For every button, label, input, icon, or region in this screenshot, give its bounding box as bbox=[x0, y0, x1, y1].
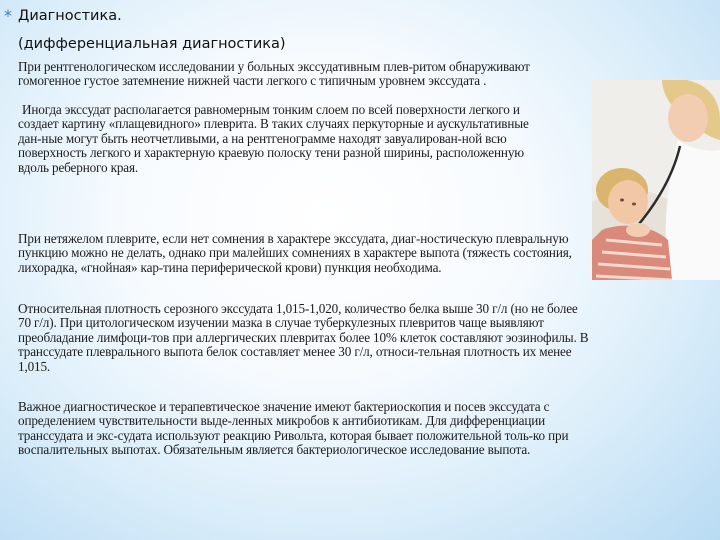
paragraph-mantle-pleurisy: Иногда экссудат располагается равномерным тонким слоем по всей поверхности легкого и создает картину «плащевидного» плеврита. В таких случаях перкуторные и аускультативные дан-ные могут быть неотчетливыми, а на рентгенограмме находят завуалирован-ной всю поверхность легкого и характерную краевую полоску тени разной ширины, расположенную вдоль реберного края. bbox=[18, 102, 529, 175]
paragraph-bacteriology: Важное диагностическое и терапевтическое значение имеют бактериоскопия и посев экссудата с определением чувствительности выде-ленных микробов к антибиотикам. Для дифференциации транссудата и экс-судата используют реакцию Ривольта, которая бывает положительной толь-ко при воспалительных выпотах. Обязательным является бактериологическое исследование выпота. bbox=[18, 399, 569, 458]
asterisk-bullet: * bbox=[4, 6, 12, 25]
photo-illustration bbox=[592, 80, 720, 280]
slide-subtitle: (дифференциальная диагностика) bbox=[18, 36, 286, 52]
slide-title: Диагностика. bbox=[18, 8, 122, 24]
doctor-examining-child-photo bbox=[592, 80, 720, 280]
paragraph-puncture: При нетяжелом плеврите, если нет сомнения в характере экссудата, диаг-ностическую плевральную пункцию можно не делать, однако при малейших сомнениях в характере выпота (тяжесть состояния, лихорадка, «гнойная» кар-тина периферической крови) пункция необходима. bbox=[18, 231, 572, 275]
paragraph-exudate-density: Относительная плотность серозного экссудата 1,015-1,020, количество белка выше 30 г/л (но не более 70 г/л). При цитологическом изучении мазка в случае туберкулезных плевритов чаще выявляют преобладание лимфоци-тов при аллергических плевритах более 10% клеток составляют эозинофилы. В транссудате плеврального выпота белок составляет менее 30 г/л, относи-тельная плотность их менее 1,015. bbox=[18, 301, 589, 374]
paragraph-xray-findings: При рентгенологическом исследовании у больных экссудативным плев-ритом обнаруживают гомогенное густое затемнение нижней части легкого с типичным уровнем экссудата . bbox=[18, 59, 530, 89]
